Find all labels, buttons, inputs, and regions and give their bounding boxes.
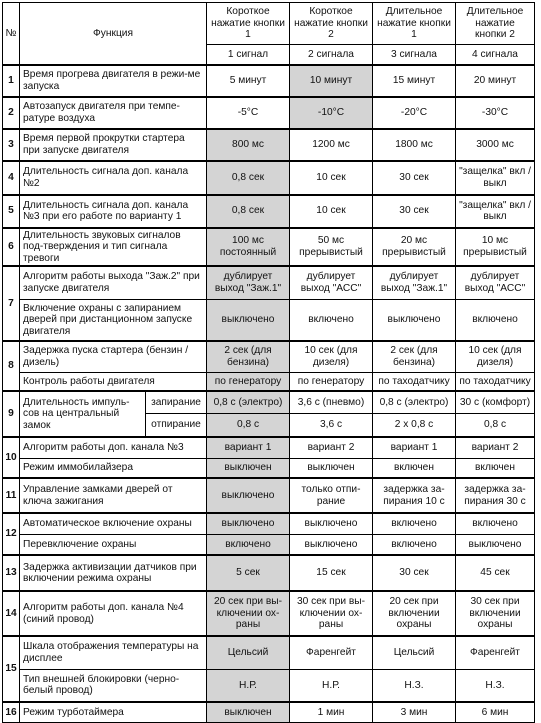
value-cell: 15 сек	[290, 555, 373, 591]
value-cell: Н.Р.	[207, 669, 290, 702]
value-cell: выключено	[207, 478, 290, 513]
row-number: 4	[3, 161, 20, 195]
table-row	[3, 478, 535, 513]
row-number: 3	[3, 129, 20, 161]
col-header-2: Короткое нажатие кнопки 2	[290, 3, 373, 45]
function-label: Длительность импуль-сов на центральный замок	[20, 391, 146, 437]
row-number: 2	[3, 97, 20, 129]
row-number: 10	[3, 437, 20, 478]
value-cell: Н.З.	[456, 669, 535, 702]
table-row	[3, 391, 535, 413]
value-cell: выключен	[290, 458, 373, 478]
value-cell: выключен	[207, 458, 290, 478]
value-cell: 3 мин	[373, 702, 456, 722]
value-cell: "защелка" вкл / выкл	[456, 161, 535, 195]
value-cell: включено	[373, 513, 456, 534]
value-cell: выключено	[290, 534, 373, 555]
function-label: Перевключение охраны	[20, 534, 207, 555]
value-cell: 30 сек при вы-ключении ох-раны	[290, 591, 373, 636]
value-cell: включено	[290, 299, 373, 341]
function-label: Время прогрева двигателя в режи-ме запуска	[20, 65, 207, 97]
value-cell: включен	[456, 458, 535, 478]
value-cell: -30°C	[456, 97, 535, 129]
sub-label: отпирание	[146, 413, 207, 437]
value-cell: дублирует выход "Заж.1"	[373, 266, 456, 299]
value-cell: -10°C	[290, 97, 373, 129]
value-cell: 1 мин	[290, 702, 373, 722]
value-cell: 800 мс	[207, 129, 290, 161]
value-cell: 30 сек	[373, 555, 456, 591]
value-cell: включено	[373, 534, 456, 555]
value-cell: включено	[456, 513, 535, 534]
value-cell: 20 минут	[456, 65, 535, 97]
value-cell: вариант 2	[290, 437, 373, 458]
signal-count-4: 4 сигнала	[456, 45, 535, 65]
value-cell: -5°C	[207, 97, 290, 129]
value-cell: дублирует выход "АСС"	[456, 266, 535, 299]
table-row	[3, 372, 535, 391]
value-cell: выключен	[207, 702, 290, 722]
signal-count-3: 3 сигнала	[373, 45, 456, 65]
table-row	[3, 195, 535, 228]
col-header-3: Длительное нажатие кнопки 1	[373, 3, 456, 45]
value-cell: 5 сек	[207, 555, 290, 591]
function-label: Задержка пуска стартера (бензин / дизель)	[20, 341, 207, 372]
value-cell: 3000 мс	[456, 129, 535, 161]
row-number: 1	[3, 65, 20, 97]
value-cell: 0,8 сек	[207, 195, 290, 228]
function-label: Длительность сигнала доп. канала №3 при его работе по варианту 1	[20, 195, 207, 228]
value-cell: 2 х 0,8 с	[373, 413, 456, 437]
value-cell: 0,8 с (электро)	[373, 391, 456, 413]
value-cell: 6 мин	[456, 702, 535, 722]
value-cell: 1200 мс	[290, 129, 373, 161]
value-cell: 30 сек	[373, 195, 456, 228]
value-cell: по таходатчику	[373, 372, 456, 391]
row-number: 9	[3, 391, 20, 437]
function-label: Автоматическое включение охраны	[20, 513, 207, 534]
function-label: Управление замками дверей от ключа зажигания	[20, 478, 207, 513]
value-cell: 0,8 с (электро)	[207, 391, 290, 413]
table-row	[3, 636, 535, 669]
value-cell: дублирует выход "АСС"	[290, 266, 373, 299]
value-cell: 30 сек	[373, 161, 456, 195]
function-label: Алгоритм работы доп. канала №4 (синий провод)	[20, 591, 207, 636]
function-label: Длительность звуковых сигналов под-тверждения и тип сигнала тревоги	[20, 228, 207, 267]
table-row	[3, 669, 535, 702]
function-label: Режим турботаймера	[20, 702, 207, 722]
table-row	[3, 129, 535, 161]
function-label: Контроль работы двигателя	[20, 372, 207, 391]
row-number: 11	[3, 478, 20, 513]
value-cell: 20 сек при вы-ключении ох-раны	[207, 591, 290, 636]
table-row	[3, 555, 535, 591]
function-label: Включение охраны с запиранием дверей при дистанционном запуске двигателя	[20, 299, 207, 341]
value-cell: выключено	[456, 534, 535, 555]
value-cell: 50 мс прерывистый	[290, 228, 373, 267]
value-cell: 2 сек (для бензина)	[373, 341, 456, 372]
row-number: 12	[3, 513, 20, 555]
signal-count-2: 2 сигнала	[290, 45, 373, 65]
value-cell: задержка за-пирания 30 с	[456, 478, 535, 513]
value-cell: 45 сек	[456, 555, 535, 591]
value-cell: 10 мс прерывистый	[456, 228, 535, 267]
value-cell: 5 минут	[207, 65, 290, 97]
value-cell: Цельсий	[373, 636, 456, 669]
value-cell: выключено	[373, 299, 456, 341]
function-header: Функция	[20, 3, 207, 65]
value-cell: по таходатчику	[456, 372, 535, 391]
value-cell: 100 мс постоянный	[207, 228, 290, 267]
table-row	[3, 591, 535, 636]
row-number: 16	[3, 702, 20, 722]
row-number: 7	[3, 266, 20, 341]
value-cell: "защелка" вкл / выкл	[456, 195, 535, 228]
value-cell: 1800 мс	[373, 129, 456, 161]
value-cell: вариант 1	[207, 437, 290, 458]
row-number: 14	[3, 591, 20, 636]
value-cell: задержка за-пирания 10 с	[373, 478, 456, 513]
value-cell: включено	[207, 534, 290, 555]
col-header-1: Короткое нажатие кнопки 1	[207, 3, 290, 45]
value-cell: 2 сек (для бензина)	[207, 341, 290, 372]
function-label: Режим иммобилайзера	[20, 458, 207, 478]
value-cell: Н.Р.	[290, 669, 373, 702]
value-cell: вариант 2	[456, 437, 535, 458]
value-cell: по генератору	[290, 372, 373, 391]
function-label: Тип внешней блокировки (черно-белый провод)	[20, 669, 207, 702]
table-row	[3, 161, 535, 195]
function-label: Шкала отображения температуры на дисплее	[20, 636, 207, 669]
value-cell: Фаренгейт	[290, 636, 373, 669]
value-cell: 10 сек	[290, 161, 373, 195]
value-cell: 3,6 с	[290, 413, 373, 437]
col-header-4: Длительное нажатие кнопки 2	[456, 3, 535, 45]
value-cell: 0,8 с	[456, 413, 535, 437]
value-cell: 15 минут	[373, 65, 456, 97]
value-cell: Н.З.	[373, 669, 456, 702]
value-cell: по генератору	[207, 372, 290, 391]
table-row	[3, 437, 535, 458]
value-cell: 10 сек	[290, 195, 373, 228]
table-row	[3, 97, 535, 129]
table-row	[3, 299, 535, 341]
value-cell: только отпи-рание	[290, 478, 373, 513]
value-cell: -20°C	[373, 97, 456, 129]
num-header: №	[3, 3, 20, 65]
row-number: 13	[3, 555, 20, 591]
value-cell: включено	[456, 299, 535, 341]
value-cell: 30 сек при включении охраны	[456, 591, 535, 636]
value-cell: 3,6 с (пневмо)	[290, 391, 373, 413]
table-row	[3, 266, 535, 299]
row-number: 5	[3, 195, 20, 228]
table-row	[3, 534, 535, 555]
value-cell: вариант 1	[373, 437, 456, 458]
table-row	[3, 65, 535, 97]
function-label: Задержка активизации датчиков при включении режима охраны	[20, 555, 207, 591]
row-number: 15	[3, 636, 20, 702]
function-label: Алгоритм работы доп. канала №3	[20, 437, 207, 458]
signal-count-1: 1 сигнал	[207, 45, 290, 65]
value-cell: 10 сек (для дизеля)	[456, 341, 535, 372]
function-label: Время первой прокрутки стартера при запуске двигателя	[20, 129, 207, 161]
table-row	[3, 341, 535, 372]
table-row	[3, 228, 535, 267]
value-cell: 20 сек при включении охраны	[373, 591, 456, 636]
value-cell: Фаренгейт	[456, 636, 535, 669]
value-cell: 10 сек (для дизеля)	[290, 341, 373, 372]
header-row	[3, 3, 535, 45]
value-cell: выключено	[207, 513, 290, 534]
table-row	[3, 513, 535, 534]
value-cell: включен	[373, 458, 456, 478]
value-cell: 10 минут	[290, 65, 373, 97]
table-row	[3, 702, 535, 722]
value-cell: Цельсий	[207, 636, 290, 669]
value-cell: 20 мс прерывистый	[373, 228, 456, 267]
value-cell: выключено	[290, 513, 373, 534]
function-label: Автозапуск двигателя при темпе-ратуре воздуха	[20, 97, 207, 129]
table-row	[3, 458, 535, 478]
settings-table	[2, 2, 535, 723]
value-cell: 0,8 сек	[207, 161, 290, 195]
value-cell: дублирует выход "Заж.1"	[207, 266, 290, 299]
sub-label: запирание	[146, 391, 207, 413]
row-number: 6	[3, 228, 20, 267]
value-cell: выключено	[207, 299, 290, 341]
row-number: 8	[3, 341, 20, 391]
value-cell: 0,8 с	[207, 413, 290, 437]
function-label: Длительность сигнала доп. канала №2	[20, 161, 207, 195]
value-cell: 30 с (комфорт)	[456, 391, 535, 413]
function-label: Алгоритм работы выхода "Заж.2" при запуске двигателя	[20, 266, 207, 299]
